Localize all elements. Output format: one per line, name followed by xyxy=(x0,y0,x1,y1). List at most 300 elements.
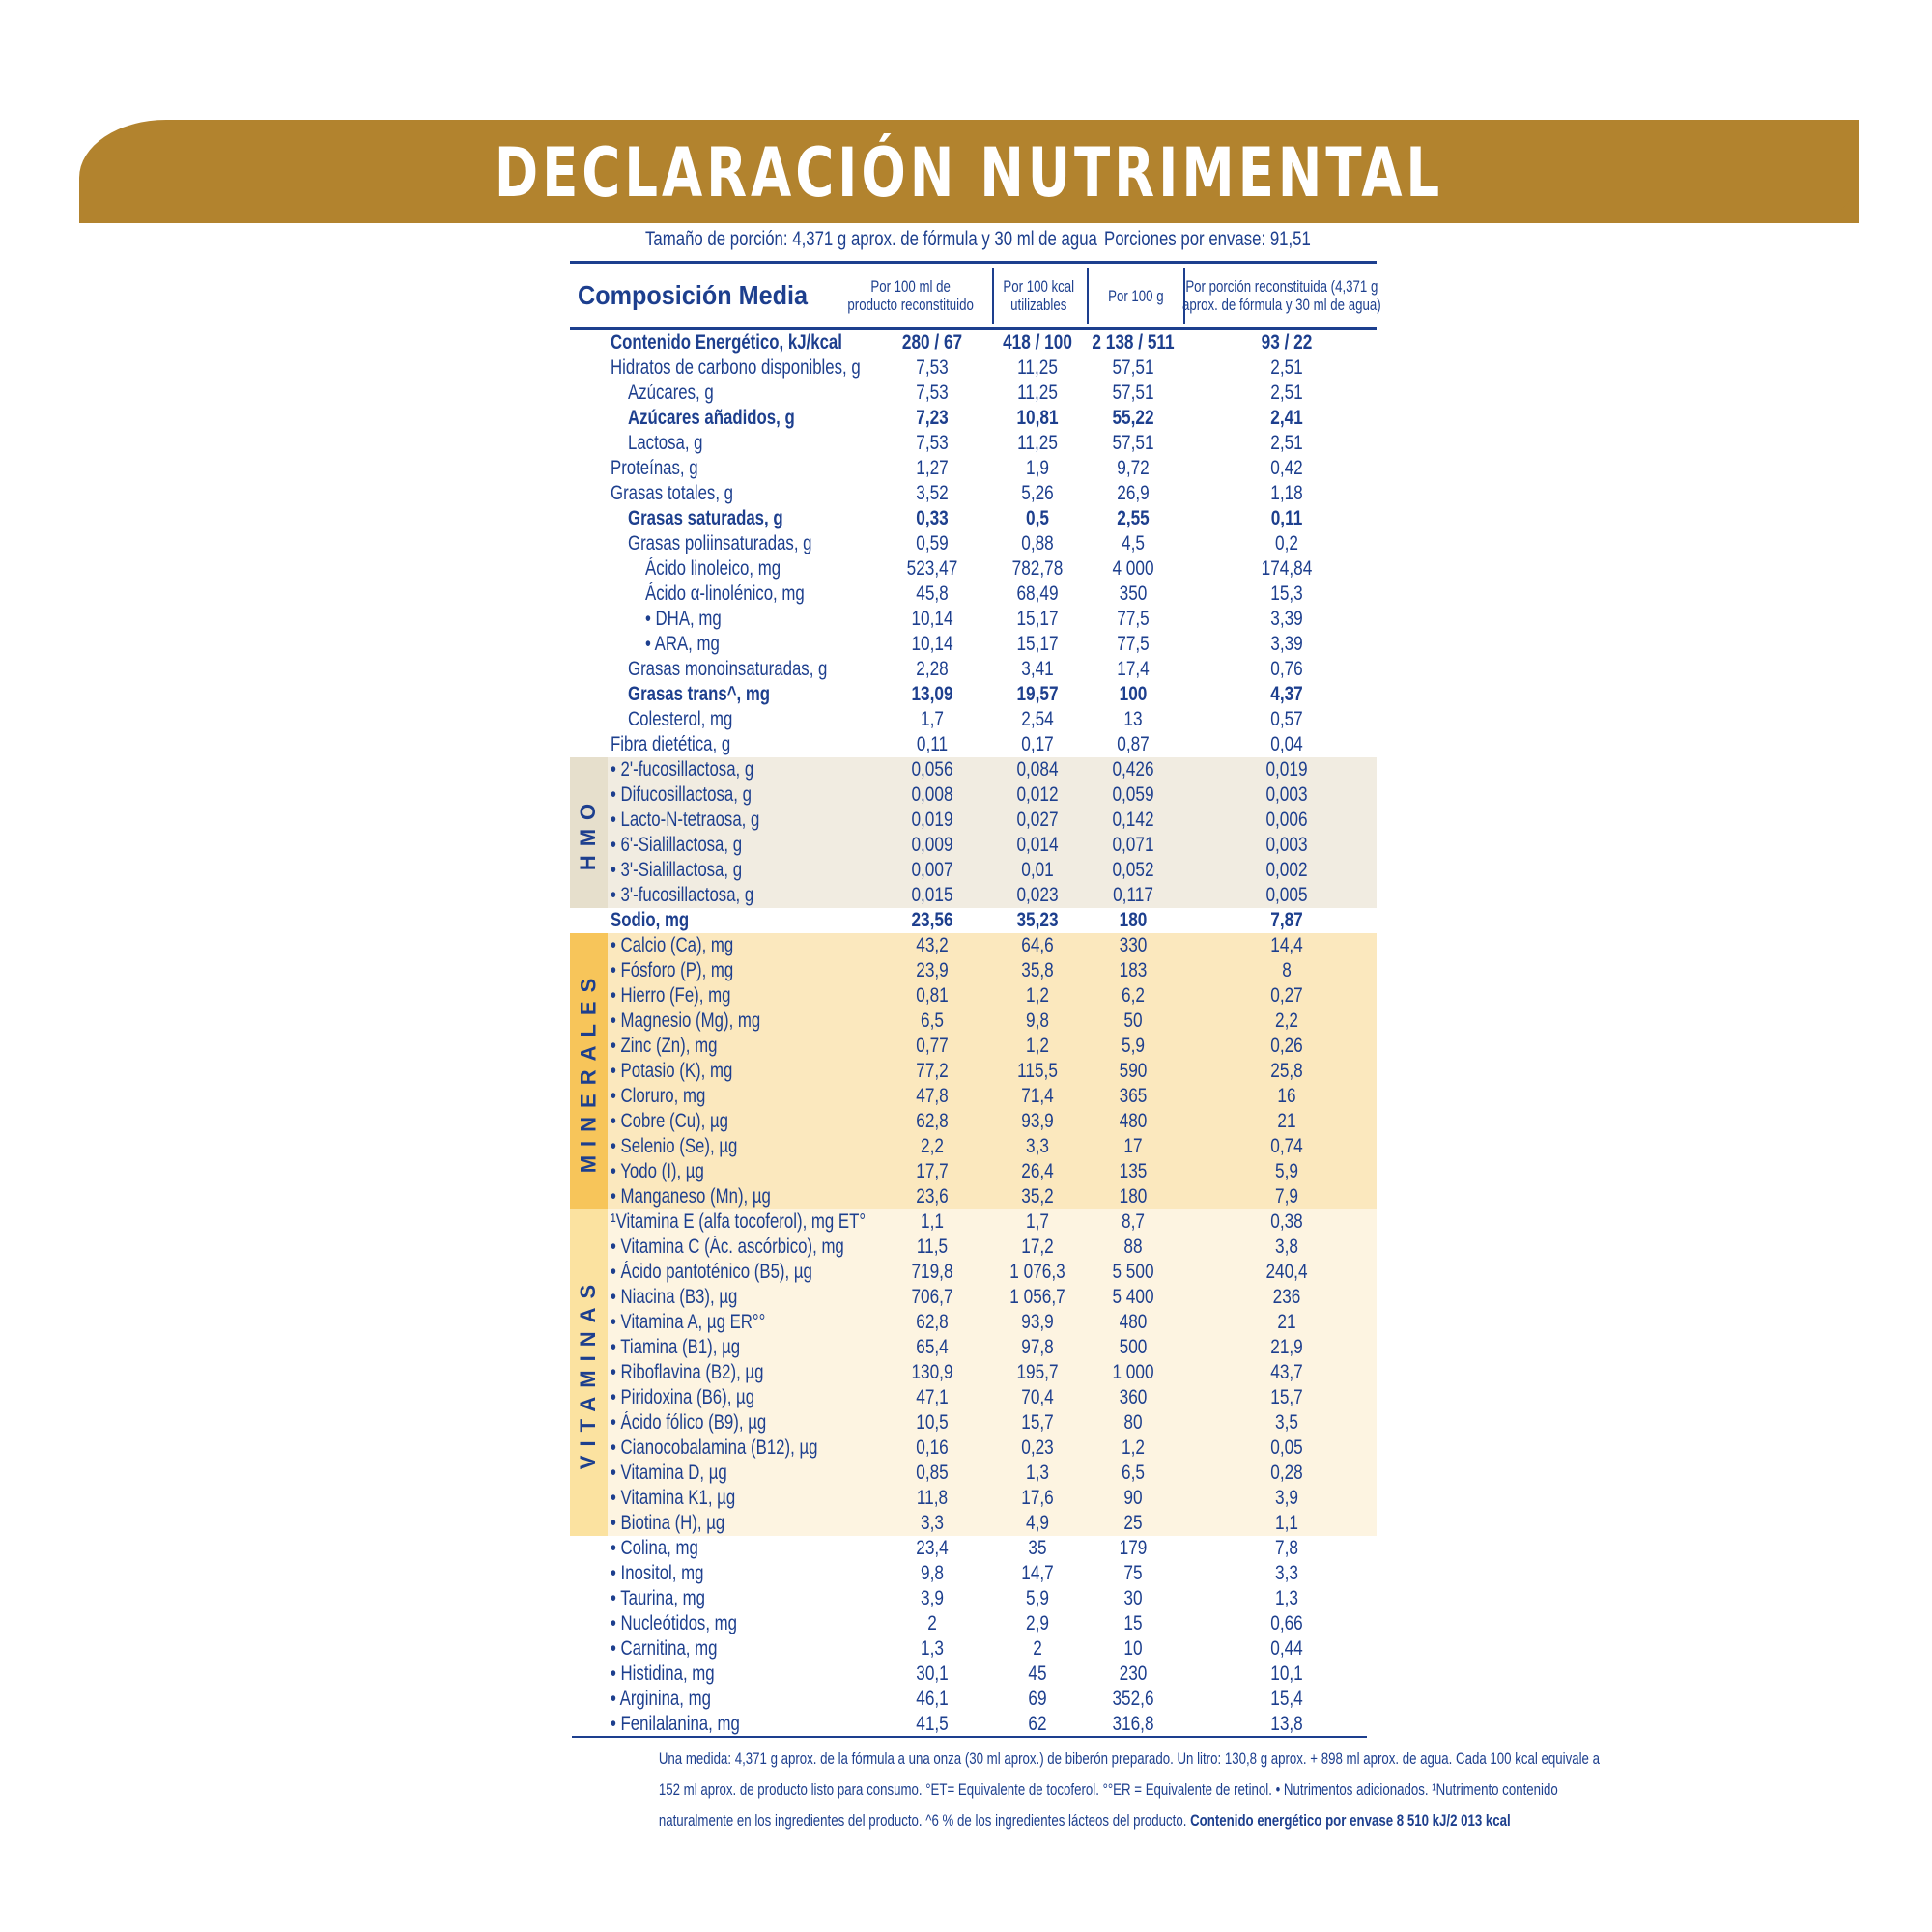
nutrient-value-col1: 0,59 xyxy=(916,532,949,554)
table-row xyxy=(570,456,1377,481)
nutrient-value-col4: 0,002 xyxy=(1265,859,1308,881)
nutrient-name: • Difucosillactosa, g xyxy=(611,783,752,806)
table-row xyxy=(570,908,1377,933)
nutrient-value-col4: 0,05 xyxy=(1270,1436,1303,1459)
nutrient-value-col4: 10,1 xyxy=(1270,1662,1303,1685)
nutrient-value-col4: 13,8 xyxy=(1270,1713,1303,1735)
nutrient-value-col1: 7,53 xyxy=(916,356,949,379)
nutrient-name: • Selenio (Se), µg xyxy=(611,1135,738,1157)
nutrient-value-col3: 5 400 xyxy=(1112,1286,1154,1308)
nutrient-value-col2: 70,4 xyxy=(1021,1386,1054,1408)
table-row xyxy=(570,682,1377,707)
nutrient-value-col2: 2 xyxy=(1033,1637,1042,1660)
nutrient-value-col1: 23,6 xyxy=(916,1185,949,1208)
nutrient-value-col3: 50 xyxy=(1123,1009,1143,1032)
nutrient-value-col4: 3,9 xyxy=(1275,1487,1298,1509)
nutrient-value-col1: 11,5 xyxy=(916,1236,949,1258)
nutrient-value-col4: 21 xyxy=(1277,1311,1296,1333)
nutrient-value-col3: 2 138 / 511 xyxy=(1092,331,1175,354)
nutrient-value-col1: 17,7 xyxy=(916,1160,949,1182)
nutrient-value-col3: 500 xyxy=(1119,1336,1148,1358)
nutrient-value-col3: 183 xyxy=(1119,959,1148,981)
nutrient-value-col2: 782,78 xyxy=(1011,557,1064,580)
nutrient-name: Grasas poliinsaturadas, g xyxy=(628,532,812,554)
nutrient-name: • Vitamina D, µg xyxy=(611,1462,727,1484)
table-row xyxy=(570,1511,1377,1536)
nutrient-value-col3: 1 000 xyxy=(1112,1361,1154,1383)
nutrient-value-col1: 7,53 xyxy=(916,382,949,404)
nutrient-name: • Carnitina, mg xyxy=(611,1637,718,1660)
table-row xyxy=(570,808,1377,833)
nutrient-name: • 3'-fucosillactosa, g xyxy=(611,884,754,906)
footnote-line-1: Una medida: 4,371 g aprox. de la fórmula a una onza (30 ml aprox.) de biberón preparado. Un litro: 130,8 g aprox. + 898 ml aprox. de agua. Cada 100 kcal equivale a xyxy=(658,1749,1600,1768)
nutrient-value-col3: 0,426 xyxy=(1112,758,1154,781)
nutrient-value-col3: 352,6 xyxy=(1112,1688,1154,1710)
nutrient-value-col3: 0,071 xyxy=(1112,834,1154,856)
table-row xyxy=(570,1662,1377,1687)
nutrient-value-col3: 6,5 xyxy=(1122,1462,1145,1484)
nutrient-value-col2: 17,2 xyxy=(1021,1236,1054,1258)
nutrient-value-col1: 0,009 xyxy=(911,834,953,856)
table-row xyxy=(570,1159,1377,1184)
nutrient-name: Azúcares, g xyxy=(628,382,714,404)
nutrient-value-col4: 0,005 xyxy=(1265,884,1308,906)
nutrient-name: Fibra dietética, g xyxy=(611,733,731,755)
nutrient-value-col3: 90 xyxy=(1123,1487,1143,1509)
nutrient-value-col2: 93,9 xyxy=(1021,1110,1054,1132)
nutrient-value-col4: 3,39 xyxy=(1270,608,1303,630)
nutrient-value-col1: 719,8 xyxy=(911,1261,953,1283)
nutrient-value-col2: 2,9 xyxy=(1026,1612,1049,1634)
nutrient-name: Sodio, mg xyxy=(611,909,690,931)
nutrient-value-col4: 0,04 xyxy=(1270,733,1303,755)
col1-line2: producto reconstituido xyxy=(847,296,974,314)
nutrient-value-col1: 0,008 xyxy=(911,783,953,806)
table-row xyxy=(570,481,1377,506)
nutrient-name: • Taurina, mg xyxy=(611,1587,706,1609)
table-row xyxy=(570,1561,1377,1586)
footnote-line-3-text: naturalmente en los ingredientes del producto. ^6 % de los ingredientes lácteos del producto. xyxy=(658,1811,1187,1830)
nutrient-value-col2: 1 076,3 xyxy=(1009,1261,1065,1283)
nutrient-value-col1: 0,81 xyxy=(916,984,949,1007)
nutrient-value-col1: 2,28 xyxy=(916,658,949,680)
nutrient-value-col2: 26,4 xyxy=(1021,1160,1054,1182)
nutrient-name: • Manganeso (Mn), µg xyxy=(611,1185,771,1208)
nutrient-value-col2: 418 / 100 xyxy=(1003,331,1072,354)
nutrient-name: Colesterol, mg xyxy=(628,708,733,730)
nutrient-value-col3: 88 xyxy=(1123,1236,1143,1258)
hmo-label: HMO xyxy=(576,794,601,871)
nutrient-name: Grasas monoinsaturadas, g xyxy=(628,658,828,680)
title-banner xyxy=(79,120,1859,223)
nutrient-value-col4: 3,8 xyxy=(1275,1236,1298,1258)
nutrient-name: • Inositol, mg xyxy=(611,1562,704,1584)
nutrient-value-col4: 8 xyxy=(1282,959,1292,981)
nutrient-value-col2: 1,2 xyxy=(1026,984,1049,1007)
nutrient-name: Lactosa, g xyxy=(628,432,703,454)
nutrient-value-col1: 0,015 xyxy=(911,884,953,906)
nutrient-value-col4: 0,42 xyxy=(1270,457,1303,479)
nutrient-value-col3: 26,9 xyxy=(1117,482,1150,504)
table-row xyxy=(570,1310,1377,1335)
nutrient-value-col4: 2,51 xyxy=(1270,382,1303,404)
nutrient-name: • 2'-fucosillactosa, g xyxy=(611,758,754,781)
nutrient-value-col2: 1,3 xyxy=(1026,1462,1049,1484)
table-row xyxy=(570,1335,1377,1360)
nutrient-value-col1: 1,1 xyxy=(921,1210,944,1233)
nutrient-name: • Riboflavina (B2), µg xyxy=(611,1361,764,1383)
col-header-per-100kcal xyxy=(995,264,1082,327)
nutrient-value-col3: 80 xyxy=(1123,1411,1143,1434)
nutrient-value-col3: 15 xyxy=(1123,1612,1143,1634)
nutrient-value-col2: 3,3 xyxy=(1026,1135,1049,1157)
nutrient-value-col3: 4 000 xyxy=(1112,557,1154,580)
table-row xyxy=(570,1034,1377,1059)
nutrient-name: • Vitamina C (Ác. ascórbico), mg xyxy=(611,1236,844,1258)
nutrient-value-col1: 23,4 xyxy=(916,1537,949,1559)
nutrient-value-col2: 3,41 xyxy=(1021,658,1054,680)
nutrient-value-col3: 5,9 xyxy=(1122,1035,1145,1057)
nutrient-value-col3: 55,22 xyxy=(1112,407,1154,429)
table-row xyxy=(570,531,1377,556)
nutrient-value-col4: 7,87 xyxy=(1270,909,1303,931)
nutrient-value-col2: 14,7 xyxy=(1021,1562,1054,1584)
nutrient-value-col3: 230 xyxy=(1119,1662,1148,1685)
nutrient-value-col1: 3,9 xyxy=(921,1587,944,1609)
nutrient-value-col1: 1,7 xyxy=(921,708,944,730)
nutrient-value-col3: 2,55 xyxy=(1117,507,1150,529)
nutrient-value-col2: 17,6 xyxy=(1021,1487,1054,1509)
nutrient-value-col1: 47,1 xyxy=(916,1386,949,1408)
nutrient-value-col4: 0,57 xyxy=(1270,708,1303,730)
nutrient-value-col1: 62,8 xyxy=(916,1110,949,1132)
table-row xyxy=(570,933,1377,958)
nutrient-value-col3: 6,2 xyxy=(1122,984,1145,1007)
nutrient-value-col3: 8,7 xyxy=(1122,1210,1145,1233)
nutrient-value-col4: 21 xyxy=(1277,1110,1296,1132)
nutrient-value-col3: 365 xyxy=(1119,1085,1148,1107)
table-row xyxy=(570,1712,1377,1737)
nutrient-value-col4: 0,28 xyxy=(1270,1462,1303,1484)
nutrient-value-col4: 93 / 22 xyxy=(1261,331,1313,354)
nutrient-value-col3: 330 xyxy=(1119,934,1148,956)
composition-heading: Composición Media xyxy=(578,280,809,310)
nutrient-value-col2: 93,9 xyxy=(1021,1311,1054,1333)
nutrient-value-col3: 77,5 xyxy=(1117,608,1150,630)
table-row xyxy=(570,1360,1377,1385)
table-row xyxy=(570,406,1377,431)
nutrient-value-col4: 0,006 xyxy=(1265,809,1308,831)
nutrient-name: Grasas totales, g xyxy=(611,482,733,504)
nutrient-value-col4: 15,4 xyxy=(1270,1688,1303,1710)
table-row xyxy=(570,355,1377,381)
nutrient-value-col3: 0,059 xyxy=(1112,783,1154,806)
nutrient-value-col2: 0,012 xyxy=(1016,783,1059,806)
portions-per-pack: Porciones por envase: 91,51 xyxy=(1104,228,1311,250)
table-row xyxy=(570,1687,1377,1712)
nutrient-value-col3: 350 xyxy=(1119,582,1148,605)
nutrient-value-col2: 1,7 xyxy=(1026,1210,1049,1233)
table-row xyxy=(570,1435,1377,1461)
nutrient-name: • Yodo (I), µg xyxy=(611,1160,704,1182)
nutrient-value-col4: 236 xyxy=(1272,1286,1301,1308)
nutrient-value-col1: 7,23 xyxy=(916,407,949,429)
col3-line1: Por 100 g xyxy=(1107,286,1164,305)
nutrient-value-col3: 25 xyxy=(1123,1512,1143,1534)
table-row xyxy=(570,958,1377,983)
nutrient-value-col4: 2,2 xyxy=(1275,1009,1298,1032)
nutrient-value-col2: 2,54 xyxy=(1021,708,1054,730)
table-row xyxy=(570,757,1377,782)
nutrient-value-col4: 174,84 xyxy=(1261,557,1313,580)
table-row xyxy=(570,1636,1377,1662)
nutrient-value-col2: 0,5 xyxy=(1026,507,1049,529)
nutrient-value-col4: 0,38 xyxy=(1270,1210,1303,1233)
nutrient-name: • Biotina (H), µg xyxy=(611,1512,725,1534)
nutrient-value-col2: 0,027 xyxy=(1016,809,1059,831)
nutrient-value-col2: 5,26 xyxy=(1021,482,1054,504)
nutrient-value-col4: 3,3 xyxy=(1275,1562,1298,1584)
nutrient-value-col1: 62,8 xyxy=(916,1311,949,1333)
nutrient-value-col3: 180 xyxy=(1119,909,1148,931)
table-row xyxy=(570,1134,1377,1159)
table-row xyxy=(570,1486,1377,1511)
nutrient-value-col3: 57,51 xyxy=(1112,432,1154,454)
col-divider xyxy=(1087,268,1089,324)
nutrient-value-col2: 15,7 xyxy=(1021,1411,1054,1434)
nutrient-name: • Vitamina K1, µg xyxy=(611,1487,736,1509)
nutrient-value-col1: 0,11 xyxy=(916,733,949,755)
nutrient-value-col1: 1,27 xyxy=(916,457,949,479)
nutrient-value-col4: 0,003 xyxy=(1265,834,1308,856)
banner-end-cap xyxy=(1755,120,1859,223)
nutrient-name: • Nucleótidos, mg xyxy=(611,1612,738,1634)
nutrient-value-col2: 35,2 xyxy=(1021,1185,1054,1208)
table-row xyxy=(570,1536,1377,1561)
nutrient-name: • Fenilalanina, mg xyxy=(611,1713,740,1735)
nutrient-value-col3: 316,8 xyxy=(1112,1713,1154,1735)
nutrient-value-col2: 0,023 xyxy=(1016,884,1059,906)
table-row xyxy=(570,1084,1377,1109)
nutrient-value-col4: 16 xyxy=(1277,1085,1296,1107)
minerales-label: MINERALES xyxy=(576,969,601,1174)
nutrient-value-col1: 3,52 xyxy=(916,482,949,504)
table-bottom-rule xyxy=(572,1736,1367,1738)
nutrient-value-col2: 11,25 xyxy=(1017,382,1058,404)
nutrient-value-col2: 115,5 xyxy=(1017,1060,1058,1082)
nutrient-value-col2: 0,88 xyxy=(1021,532,1054,554)
nutrient-value-col4: 2,51 xyxy=(1270,356,1303,379)
nutrient-name: Ácido α-linolénico, mg xyxy=(645,582,805,605)
nutrient-name: • Piridoxina (B6), µg xyxy=(611,1386,755,1408)
footnote-line-2: 152 ml aprox. de producto listo para consumo. °ET= Equivalente de tocoferol. °°ER = Equivalente de retinol. • Nutrimentos adicionados. ¹Nutrimento contenido xyxy=(658,1780,1558,1799)
nutrient-name: Azúcares añadidos, g xyxy=(628,407,795,429)
table-row xyxy=(570,1009,1377,1034)
table-row xyxy=(570,858,1377,883)
nutrient-name: Hidratos de carbono disponibles, g xyxy=(611,356,861,379)
col-header-per-100ml xyxy=(840,264,980,327)
table-row xyxy=(570,607,1377,632)
nutrient-value-col1: 65,4 xyxy=(916,1336,949,1358)
nutrient-value-col2: 69 xyxy=(1028,1688,1047,1710)
nutrient-value-col3: 360 xyxy=(1119,1386,1148,1408)
nutrient-name: • Magnesio (Mg), mg xyxy=(611,1009,761,1032)
nutrient-value-col3: 590 xyxy=(1119,1060,1148,1082)
nutrient-name: ¹Vitamina E (alfa tocoferol), mg ET° xyxy=(611,1210,867,1233)
nutrient-value-col4: 15,3 xyxy=(1270,582,1303,605)
nutrient-value-col1: 0,33 xyxy=(916,507,949,529)
nutrient-value-col4: 0,11 xyxy=(1270,507,1303,529)
nutrient-value-col2: 5,9 xyxy=(1026,1587,1049,1609)
nutrient-name: • Colina, mg xyxy=(611,1537,698,1559)
table-row xyxy=(570,1235,1377,1260)
nutrient-name: • Ácido pantoténico (B5), µg xyxy=(611,1261,812,1283)
nutrient-name: • 3'-Sialillactosa, g xyxy=(611,859,743,881)
nutrient-value-col2: 1 056,7 xyxy=(1009,1286,1065,1308)
nutrient-value-col4: 3,5 xyxy=(1275,1411,1298,1434)
table-row xyxy=(570,506,1377,531)
table-row xyxy=(570,582,1377,607)
table-row xyxy=(570,1285,1377,1310)
nutrient-value-col3: 5 500 xyxy=(1112,1261,1154,1283)
nutrient-value-col1: 1,3 xyxy=(921,1637,944,1660)
table-row xyxy=(570,330,1377,355)
nutrient-name: • Ácido fólico (B9), µg xyxy=(611,1411,767,1434)
nutrient-value-col4: 0,2 xyxy=(1275,532,1298,554)
table-row xyxy=(570,381,1377,406)
nutrient-value-col3: 480 xyxy=(1119,1110,1148,1132)
table-row xyxy=(570,556,1377,582)
nutrient-name: • Fósforo (P), mg xyxy=(611,959,734,981)
nutrient-value-col4: 25,8 xyxy=(1270,1060,1303,1082)
nutrient-value-col4: 1,1 xyxy=(1275,1512,1298,1534)
nutrient-value-col1: 280 / 67 xyxy=(901,331,963,354)
nutrient-value-col1: 3,3 xyxy=(921,1512,944,1534)
nutrient-name: • Zinc (Zn), mg xyxy=(611,1035,718,1057)
energy-per-pack: Contenido energético por envase 8 510 kJ/2 013 kcal xyxy=(1190,1811,1511,1830)
nutrient-value-col2: 0,01 xyxy=(1021,859,1054,881)
nutrient-value-col1: 10,14 xyxy=(911,608,953,630)
table-row xyxy=(570,1109,1377,1134)
nutrient-value-col4: 240,4 xyxy=(1265,1261,1308,1283)
nutrient-value-col2: 195,7 xyxy=(1016,1361,1059,1383)
nutrient-value-col1: 45,8 xyxy=(916,582,949,605)
table-row xyxy=(570,1385,1377,1410)
nutrient-value-col1: 10,5 xyxy=(916,1411,949,1434)
nutrient-value-col1: 0,77 xyxy=(916,1035,949,1057)
table-row xyxy=(570,1184,1377,1209)
nutrient-value-col1: 77,2 xyxy=(916,1060,949,1082)
table-row xyxy=(570,1260,1377,1285)
nutrient-name: Grasas trans^, mg xyxy=(628,683,771,705)
nutrient-value-col3: 10 xyxy=(1123,1637,1143,1660)
nutrient-value-col3: 0,117 xyxy=(1113,884,1153,906)
table-row xyxy=(570,1461,1377,1486)
nutrient-name: • Histidina, mg xyxy=(611,1662,715,1685)
nutrient-value-col1: 0,16 xyxy=(916,1436,949,1459)
nutrient-name: Grasas saturadas, g xyxy=(628,507,783,529)
nutrient-value-col3: 100 xyxy=(1119,683,1148,705)
nutrient-name: • Cianocobalamina (B12), µg xyxy=(611,1436,818,1459)
col2-line1: Por 100 kcal xyxy=(1003,277,1074,296)
col2-line2: utilizables xyxy=(1009,296,1067,314)
nutrient-value-col2: 11,25 xyxy=(1017,432,1058,454)
table-header xyxy=(570,261,1381,330)
nutrient-value-col3: 57,51 xyxy=(1112,356,1154,379)
portion-size: Tamaño de porción: 4,371 g aprox. de fórmula y 30 ml de agua xyxy=(645,228,1097,250)
nutrient-value-col1: 9,8 xyxy=(921,1562,944,1584)
nutrient-table xyxy=(570,330,1377,1737)
nutrient-name: • ARA, mg xyxy=(645,633,720,655)
nutrient-value-col2: 35 xyxy=(1028,1537,1047,1559)
nutrient-value-col2: 15,17 xyxy=(1016,608,1059,630)
col1-line1: Por 100 ml de xyxy=(870,277,951,296)
nutrient-value-col2: 0,014 xyxy=(1016,834,1059,856)
nutrient-name: • Lacto-N-tetraosa, g xyxy=(611,809,760,831)
nutrient-value-col1: 2,2 xyxy=(921,1135,944,1157)
nutrient-value-col3: 179 xyxy=(1119,1537,1148,1559)
nutrient-value-col2: 71,4 xyxy=(1021,1085,1054,1107)
nutrient-value-col3: 9,72 xyxy=(1117,457,1150,479)
table-row xyxy=(570,983,1377,1009)
nutrient-value-col1: 41,5 xyxy=(916,1713,949,1735)
nutrient-value-col1: 706,7 xyxy=(911,1286,953,1308)
table-row xyxy=(570,431,1377,456)
nutrient-value-col1: 46,1 xyxy=(916,1688,949,1710)
nutrient-name: • Tiamina (B1), µg xyxy=(611,1336,741,1358)
nutrient-name: • 6'-Sialillactosa, g xyxy=(611,834,743,856)
nutrient-value-col1: 0,85 xyxy=(916,1462,949,1484)
nutrient-value-col1: 13,09 xyxy=(911,683,953,705)
nutrient-name: Contenido Energético, kJ/kcal xyxy=(611,331,842,354)
nutrient-value-col1: 43,2 xyxy=(916,934,949,956)
nutrient-value-col2: 0,084 xyxy=(1016,758,1059,781)
table-row xyxy=(570,632,1377,657)
nutrient-value-col3: 1,2 xyxy=(1122,1436,1145,1459)
col4-line1: Por porción reconstituida (4,371 g xyxy=(1184,277,1378,296)
footnote xyxy=(570,1744,1600,1836)
nutrient-name: • DHA, mg xyxy=(645,608,722,630)
col4-line2: aprox. de fórmula y 30 ml de agua) xyxy=(1181,296,1381,314)
nutrient-value-col4: 1,3 xyxy=(1275,1587,1298,1609)
nutrient-value-col4: 7,9 xyxy=(1275,1185,1298,1208)
nutrient-value-col4: 0,66 xyxy=(1270,1612,1303,1634)
table-row xyxy=(570,657,1377,682)
nutrient-value-col3: 30 xyxy=(1123,1587,1143,1609)
nutrient-value-col3: 0,87 xyxy=(1117,733,1150,755)
table-row xyxy=(570,1209,1377,1235)
nutrient-value-col4: 1,18 xyxy=(1270,482,1303,504)
nutrient-value-col4: 4,37 xyxy=(1270,683,1303,705)
nutrient-value-col2: 4,9 xyxy=(1026,1512,1049,1534)
table-row xyxy=(570,732,1377,757)
nutrient-value-col4: 0,74 xyxy=(1270,1135,1303,1157)
nutrient-value-col4: 7,8 xyxy=(1275,1537,1298,1559)
nutrient-value-col1: 523,47 xyxy=(906,557,958,580)
table-row xyxy=(570,833,1377,858)
nutrient-value-col4: 0,27 xyxy=(1270,984,1303,1007)
nutrient-value-col4: 3,39 xyxy=(1270,633,1303,655)
nutrient-name: • Potasio (K), mg xyxy=(611,1060,733,1082)
nutrient-value-col1: 7,53 xyxy=(916,432,949,454)
nutrient-value-col2: 64,6 xyxy=(1021,934,1054,956)
nutrient-name: • Cloruro, mg xyxy=(611,1085,706,1107)
nutrient-value-col2: 0,23 xyxy=(1021,1436,1054,1459)
nutrient-value-col4: 0,26 xyxy=(1270,1035,1303,1057)
nutrient-value-col4: 14,4 xyxy=(1270,934,1303,956)
nutrient-value-col3: 4,5 xyxy=(1122,532,1145,554)
nutrient-value-col2: 19,57 xyxy=(1016,683,1059,705)
